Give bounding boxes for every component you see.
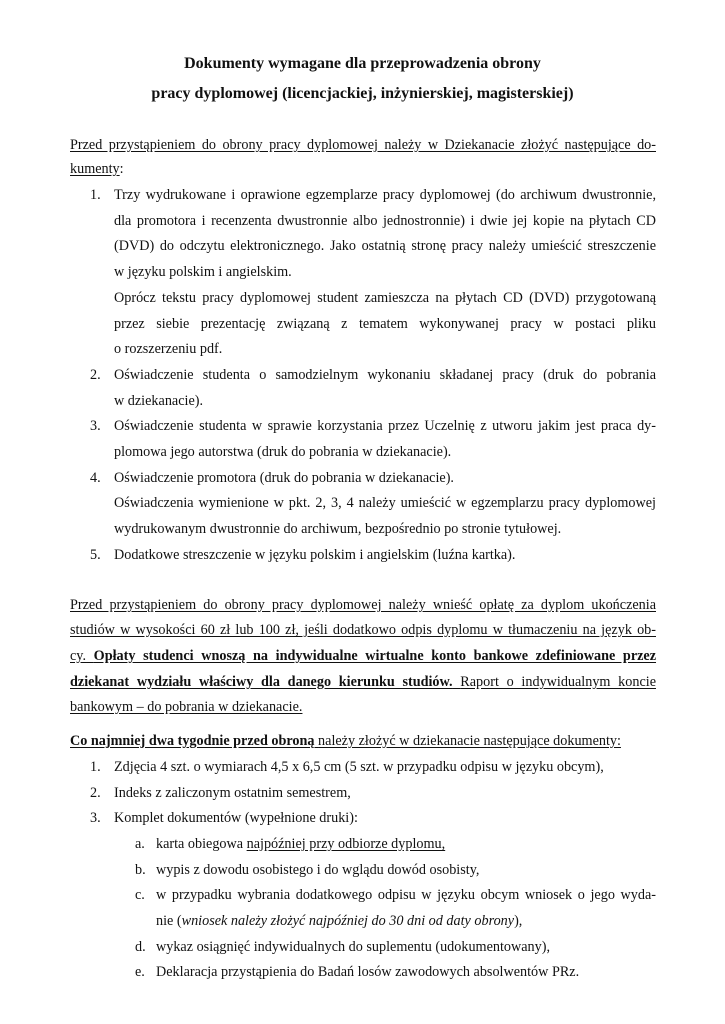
list-number: 3. — [90, 418, 101, 434]
list-item-text: Oświadczenie studenta o samodzielnym wykonaniu składanej pracy (druk do pobrania — [114, 367, 656, 383]
sublist-letter: e. — [135, 964, 145, 980]
list-item-text: Dodatkowe streszczenie w języku polskim i angielskim (luźna kartka). — [114, 547, 516, 563]
list-item-text: plomowa jego autorstwa (druk do pobrania w dziekanacie). — [114, 444, 452, 460]
section3-heading: Co najmniej dwa tygodnie przed obroną należy złożyć w dziekanacie następujące dokumenty: — [70, 733, 621, 749]
list-number: 4. — [90, 470, 101, 486]
list-item-text: Trzy wydrukowane i oprawione egzemplarze pracy dyplomowej (do archiwum dwustronnie, — [114, 187, 656, 203]
sublist-letter: b. — [135, 862, 146, 878]
list-item-text: Indeks z zaliczonym ostatnim semestrem, — [114, 785, 351, 801]
list-item-text: Oprócz tekstu pracy dyplomowej student zamieszcza na płytach CD (DVD) przygotowaną — [114, 290, 656, 306]
sublist-item-text: karta obiegowa najpóźniej przy odbiorze dyplomu, — [156, 836, 446, 852]
list-item-text: w dziekanacie). — [114, 393, 204, 409]
sublist-letter: a. — [135, 836, 145, 852]
document-title-line-2: pracy dyplomowej (licencjackiej, inżynierskiej, magisterskiej) — [151, 85, 574, 102]
sublist-item-text: wykaz osiągnięć indywidualnych do suplementu (udokumentowany), — [156, 939, 551, 955]
section1-intro-line-2: kumenty: — [70, 161, 124, 177]
section2-line-1: Przed przystąpieniem do obrony pracy dyplomowej należy wnieść opłatę za dyplom ukończenia — [70, 597, 656, 613]
document-title-line-1: Dokumenty wymagane dla przeprowadzenia obrony — [184, 55, 541, 72]
list-number: 3. — [90, 810, 101, 826]
section1-intro-line-1: Przed przystąpieniem do obrony pracy dyplomowej należy w Dziekanacie złożyć następujące do- — [70, 137, 656, 153]
sublist-letter: d. — [135, 939, 146, 955]
list-number: 2. — [90, 367, 101, 383]
list-item-text: o rozszerzeniu pdf. — [114, 341, 223, 357]
section2-line-3: cy. Opłaty studenci wnoszą na indywidualne wirtualne konto bankowe zdefiniowane przez — [70, 648, 657, 664]
list-item-text: Oświadczenie studenta w sprawie korzystania przez Uczelnię z utworu jakim jest praca dy- — [114, 418, 656, 434]
sublist-item-text: wypis z dowodu osobistego i do wglądu dowód osobisty, — [156, 862, 480, 878]
sublist-letter: c. — [135, 887, 145, 903]
list-item-text: Zdjęcia 4 szt. o wymiarach 4,5 x 6,5 cm (5 szt. w przypadku odpisu w języku obcym), — [114, 759, 604, 775]
list-number: 1. — [90, 187, 101, 203]
list-item-text: dla promotora i recenzenta dwustronnie albo jednostronnie) i dwie jej kopie na płytach CD — [114, 213, 656, 229]
list-item-text: Oświadczenie promotora (druk do pobrania w dziekanacie). — [114, 470, 454, 486]
list-item-text: wydrukowanym dwustronnie do archiwum, bezpośrednio po stronie tytułowej. — [114, 521, 562, 537]
sublist-item-text: Deklaracja przystąpienia do Badań losów zawodowych absolwentów PRz. — [156, 964, 580, 980]
list-item-text: Komplet dokumentów (wypełnione druki): — [114, 810, 358, 826]
list-number: 5. — [90, 547, 101, 563]
sublist-item-text: w przypadku wybrania dodatkowego odpisu w języku obcym wniosek o jego wyda- — [156, 887, 656, 903]
sublist-item-text: nie (wniosek należy złożyć najpóźniej do 30 dni od daty obrony), — [156, 913, 523, 929]
list-number: 2. — [90, 785, 101, 801]
list-item-text: przez siebie prezentację związaną z tematem wykonywanej pracy w postaci pliku — [114, 316, 656, 332]
section2-line-5: bankowym – do pobrania w dziekanacie. — [70, 699, 303, 715]
list-item-text: (DVD) do odczytu elektronicznego. Jako ostatnią stronę pracy należy umieścić streszczenie — [114, 238, 656, 254]
list-item-text: Oświadczenia wymienione w pkt. 2, 3, 4 należy umieścić w egzemplarzu pracy dyplomowej — [114, 495, 656, 511]
section2-line-4: dziekanat wydziału właściwy dla danego kierunku studiów. Raport o indywidualnym koncie — [70, 674, 656, 690]
section2-line-2: studiów w wysokości 60 zł lub 100 zł, jeśli dodatkowo odpis dyplomu w tłumaczeniu na język ob- — [70, 622, 656, 638]
list-number: 1. — [90, 759, 101, 775]
list-item-text: w języku polskim i angielskim. — [114, 264, 292, 280]
